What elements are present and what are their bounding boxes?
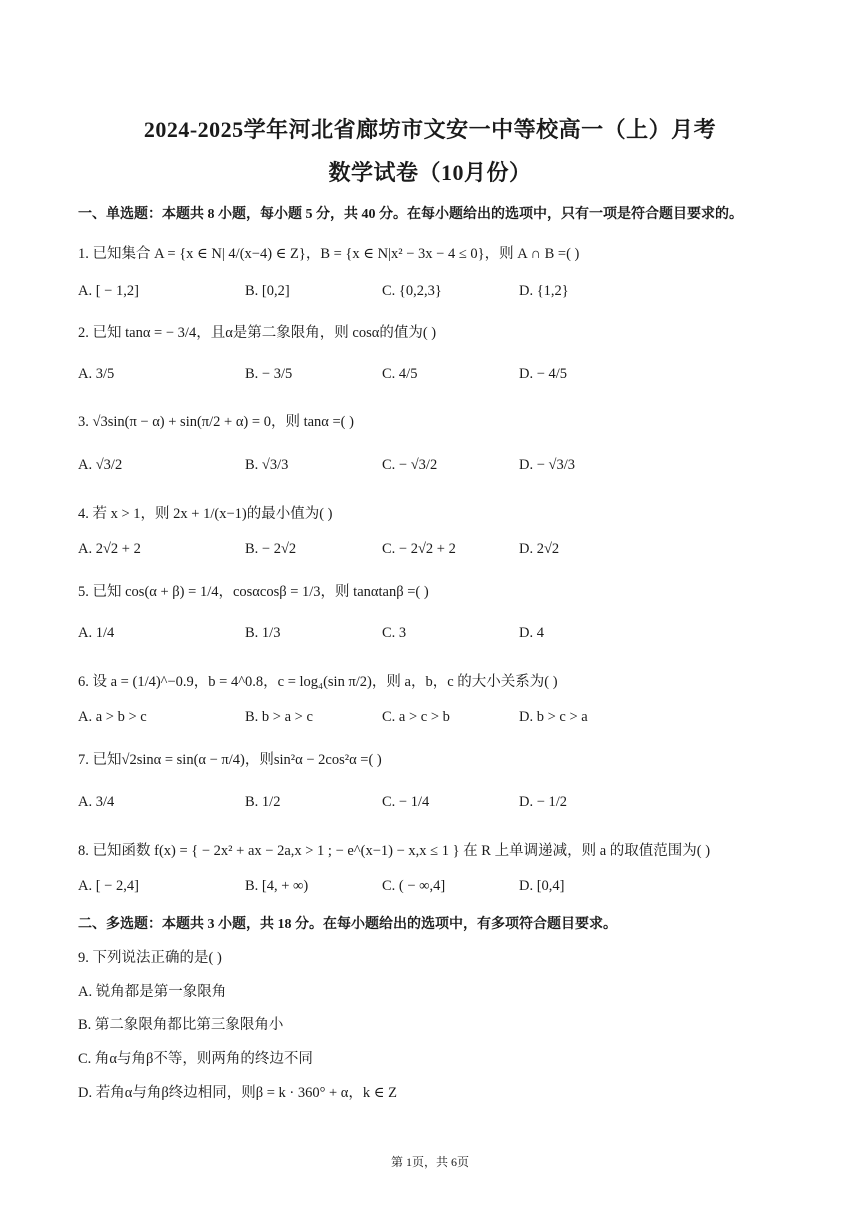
exam-title: 2024-2025学年河北省廊坊市文安一中等校高一（上）月考 (143, 117, 717, 142)
question-3-option-b: B. √3/3 (245, 457, 289, 473)
question-9: 9. 下列说法正确的是( ) (78, 950, 222, 966)
question-8-option-a: A. [ − 2,4] (78, 878, 139, 894)
question-5: 5. 已知 cos(α + β) = 1/4，cosαcosβ = 1/3，则 tanαtanβ =( ) (78, 584, 429, 600)
question-3-option-a: A. √3/2 (78, 457, 123, 473)
question-4: 4. 若 x > 1，则 2x + 1/(x−1)的最小值为( ) (78, 506, 333, 522)
question-9-option-d: D. 若角α与角β终边相同，则β = k · 360° + α，k ∈ Z (78, 1085, 397, 1101)
question-8: 8. 已知函数 f(x) = { − 2x² + ax − 2a,x > 1 ; − e^(x−1) − x,x ≤ 1 } 在 R 上单调递减，则 a 的取值范围为( ) (78, 843, 711, 859)
question-2: 2. 已知 tanα = − 3/4，且α是第二象限角，则 cosα的值为( ) (78, 325, 437, 341)
question-7: 7. 已知√2sinα = sin(α − π/4)，则sin²α − 2cos²α =( ) (78, 752, 382, 768)
question-6-option-b: B. b > a > c (245, 709, 313, 725)
question-9-option-c: C. 角α与角β不等，则两角的终边不同 (78, 1051, 313, 1067)
question-6: 6. 设 a = (1/4)^−0.9，b = 4^0.8，c = log₄(sin π/2)，则 a，b，c 的大小关系为( ) (78, 674, 558, 690)
question-9-option-b: B. 第二象限角都比第三象限角小 (78, 1017, 284, 1033)
question-1-option-c: C. {0,2,3} (382, 283, 442, 299)
question-1-option-d: D. {1,2} (519, 283, 569, 299)
question-4-option-b: B. − 2√2 (245, 541, 297, 557)
question-4-option-d: D. 2√2 (519, 541, 560, 557)
question-5-option-d: D. 4 (519, 625, 544, 641)
question-4-option-a: A. 2√2 + 2 (78, 541, 141, 557)
question-7-option-b: B. 1/2 (245, 794, 281, 810)
page-footer: 第 1页，共 6页 (390, 1155, 469, 1169)
question-7-option-a: A. 3/4 (78, 794, 115, 810)
question-3-option-c: C. − √3/2 (382, 457, 438, 473)
question-1: 1. 已知集合 A = {x ∈ N| 4/(x−4) ∈ Z}，B = {x ∈ N|x² − 3x − 4 ≤ 0}，则 A ∩ B =( ) (78, 246, 580, 262)
question-1-option-a: A. [ − 1,2] (78, 283, 139, 299)
question-5-option-b: B. 1/3 (245, 625, 281, 641)
question-4-option-c: C. − 2√2 + 2 (382, 541, 456, 557)
section-multiple-choice: 二、多选题：本题共 3 小题，共 18 分。在每小题给出的选项中，有多项符合题目要求。 (78, 917, 617, 932)
question-7-option-c: C. − 1/4 (382, 794, 430, 810)
question-8-option-c: C. ( − ∞,4] (382, 878, 446, 894)
question-6-option-a: A. a > b > c (78, 709, 147, 725)
question-7-option-d: D. − 1/2 (519, 794, 568, 810)
question-3-option-d: D. − √3/3 (519, 457, 576, 473)
exam-subtitle: 数学试卷（10月份） (328, 160, 532, 185)
question-3: 3. √3sin(π − α) + sin(π/2 + α) = 0，则 tanα =( ) (78, 414, 354, 430)
question-1-option-b: B. [0,2] (245, 283, 290, 299)
question-5-option-a: A. 1/4 (78, 625, 115, 641)
question-5-option-c: C. 3 (382, 625, 407, 641)
section-single-choice: 一、单选题：本题共 8 小题，每小题 5 分，共 40 分。在每小题给出的选项中，只有一项是符合题目要求的。 (78, 207, 743, 222)
question-2-option-d: D. − 4/5 (519, 366, 568, 382)
question-2-option-a: A. 3/5 (78, 366, 115, 382)
question-6-option-d: D. b > c > a (519, 709, 588, 725)
question-8-option-b: B. [4, + ∞) (245, 878, 309, 894)
question-8-option-d: D. [0,4] (519, 878, 565, 894)
question-2-option-b: B. − 3/5 (245, 366, 293, 382)
question-2-option-c: C. 4/5 (382, 366, 418, 382)
question-6-option-c: C. a > c > b (382, 709, 450, 725)
question-9-option-a: A. 锐角都是第一象限角 (78, 984, 227, 1000)
